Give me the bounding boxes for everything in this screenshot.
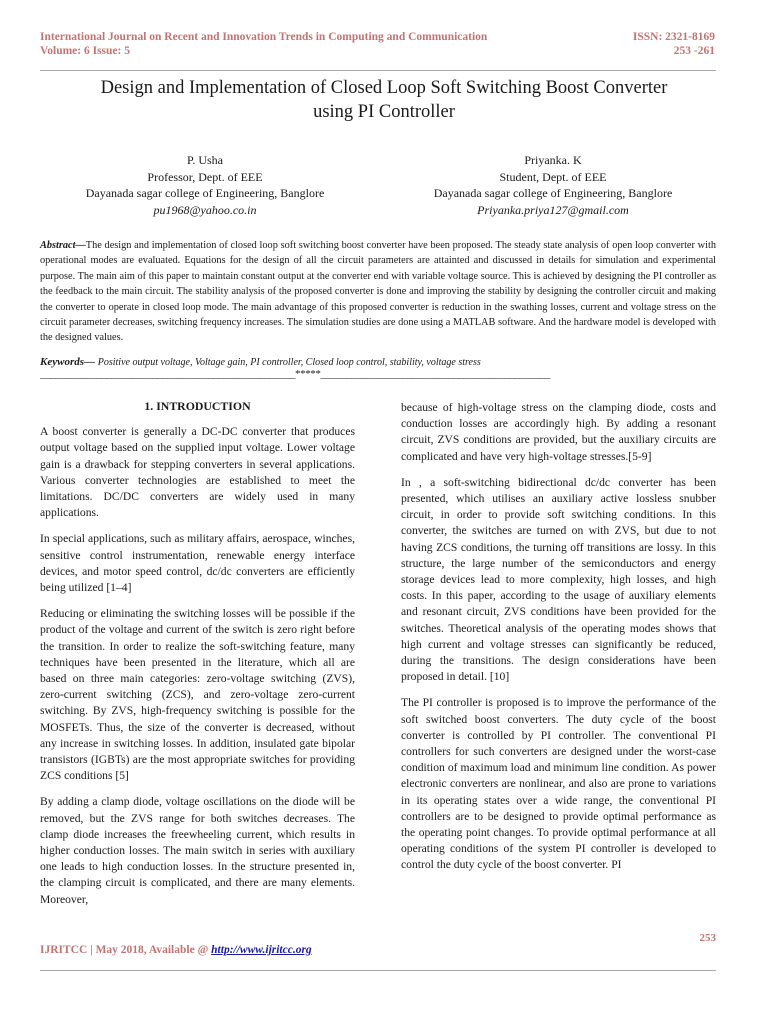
- paper-title: [40, 76, 728, 124]
- footer: [40, 944, 312, 956]
- author-role: Student, Dept. of EEE: [499, 169, 607, 184]
- abstract-text: The design and implementation of closed loop soft switching boost converter have been proposed. The steady state analysis of open loop converter with operational modes are evaluated. Equations for the design of all the circuit parameters are attainted and discussed in details for simulation and experimental purpose. The main aim of this paper to maintain constant output at the converter end with variable voltage source. This is achieved by designing the PI controller as the feedback to the main circuit. The stability analysis of the proposed converter is done and improving the stability by designing the controller circuit and making the converter to operate in closed loop mode. The main advantage of this proposed converter is reduction in the swathing losses, current and voltage stress on the circuit parameter decreases, switching frequency increases. The simulation studies are done using a MATLAB software. And the hardware model is developed with the designed values.: [40, 240, 716, 344]
- title-line-1: Design and Implementation of Closed Loop Soft Switching Boost Converter: [100, 78, 668, 98]
- paragraph: The PI controller is proposed is to improve the performance of the soft switched boost converters. The duty cycle of the boost converter is controlled by PI controller. The conventional PI controllers for such converters are designed under the worst-case condition of maximum load and minimum line condition. As power electronic converters are nonlinear, and also are prone to variations in its operating states over a wide range, the conventional PI controllers are to be designed to provide optimal performance as the operating point changes. To provide optimal performance at all operating conditions of the system PI controller is developed to control the duty cycle of the boost converter. PI: [401, 696, 716, 872]
- abstract-label: Abstract: [40, 240, 76, 251]
- author-affiliation: Dayanada sagar college of Engineering, Banglore: [433, 186, 673, 200]
- paragraph: In , a soft-switching bidirectional dc/dc converter has been presented, which utilises an auxiliary active lossless snubber circuit, in order to provide soft switching conditions. In this converter, the switches are turned on with ZVS, but due to not having ZCS conditions, the turning off transitions are lossy. In this structure, the large number of the semiconductors and energy storage devices lead to more complexity, high losses, and high costs. In this paper, according to the usage of auxiliary elements and resonant circuit, ZVS conditions have been provided for the switches. Theoretical analysis of the operating modes shows that high current and voltage stresses can significantly be reduced, during the transitions. The design considerations have been proposed in detail. [10]: [401, 475, 716, 684]
- paragraph: By adding a clamp diode, voltage oscillations on the diode will be removed, but the ZVS range for both switches decreases. The clamp diode increases the freewheeling current, which results in higher conduction losses. The main switch in series with auxiliary one leads to high conduction losses. In the structure presented in, the clamping circuit is complicated, and there are many elements. Moreover,: [40, 795, 355, 906]
- author-affiliation: Dayanada sagar college of Engineering, Banglore: [85, 186, 325, 200]
- section-separator: __________________________________________________*****_____________________________________________: [40, 368, 551, 380]
- issn: ISSN: 2321-8169: [632, 31, 715, 43]
- section-heading: 1. INTRODUCTION: [144, 399, 251, 413]
- keywords-label: Keywords: [40, 356, 84, 368]
- title-line-2: using PI Controller: [313, 102, 455, 122]
- author-name: P. Usha: [186, 153, 223, 167]
- author-name: Priyanka. K: [524, 153, 582, 167]
- paragraph: In special applications, such as military affairs, aerospace, winches, sensitive control instrumentation, renewable energy interface devices, and motor speed control, dc/dc converters are efficiently being utilized [1–4]: [40, 532, 355, 595]
- left-column: [40, 398, 355, 918]
- header-left: [40, 30, 487, 58]
- paragraph: because of high-voltage stress on the clamping diode, costs and conduction losses are accordingly high. By adding a resonant circuit, ZVS conditions are provided, but the auxiliary circuits are complicated and have very high-voltage stresses.[5-9]: [401, 401, 716, 463]
- author-block-2: [398, 152, 708, 218]
- header-right: [633, 30, 715, 58]
- keywords-text: Positive output voltage, Voltage gain, PI controller, Closed loop control, stability, voltage stress: [97, 357, 481, 368]
- journal-link[interactable]: http://www.ijritcc.org: [211, 944, 312, 956]
- author-role: Professor, Dept. of EEE: [147, 169, 263, 184]
- volume-issue: Volume: 6 Issue: 5: [40, 45, 130, 57]
- page-range: 253 -261: [673, 45, 715, 57]
- paragraph: A boost converter is generally a DC-DC converter that produces output voltage based on the supplied input voltage. Lower voltage gain is a drawback for stepping converters in several applications. Various converter technologies are established to meet the limitations. DC/DC converters are widely used in many applications.: [40, 425, 355, 520]
- author-email[interactable]: Priyanka.priya127@gmail.com: [477, 202, 629, 217]
- page-number: 253: [699, 932, 716, 944]
- footer-rule: [40, 970, 716, 971]
- author-block-1: [40, 152, 370, 218]
- author-email[interactable]: pu1968@yahoo.co.in: [153, 202, 257, 217]
- keywords: Keywords— Positive output voltage, Voltage gain, PI controller, Closed loop control, stability, voltage stress: [40, 356, 481, 368]
- footer-text: IJRITCC | May 2018, Available @: [40, 944, 212, 956]
- header-rule: [40, 70, 716, 71]
- right-column: [401, 400, 716, 884]
- paragraph: Reducing or eliminating the switching losses will be possible if the product of the voltage and current of the switch is zero right before the transition. In order to realize the soft-switching feature, many techniques have been presented in the literature, which all are based on three main categories: zero-voltage switching (ZVS), zero-current switching (ZCS), and zero-voltage zero-current switching. By ZVS, high-frequency switching is possible for the MOSFETs. Thus, the size of the converter is decreased, without any increase in switching losses. In addition, insulated gate bipolar transistors (IGBTs) are the most appropriate switches for providing ZCS conditions [5]: [40, 607, 355, 783]
- abstract: Abstract—The design and implementation of closed loop soft switching boost converter have been proposed. The steady state analysis of open loop converter with operational modes are evaluated. Equations for the design of all the circuit parameters are attainted and discussed in details for simulation and experimental purpose. The main aim of this paper to maintain constant output at the converter end with variable voltage source. This is achieved by designing the PI controller as the feedback to the main circuit. The stability analysis of the proposed converter is done and improving the stability by designing the controller circuit and making the converter to operate in closed loop mode. The main advantage of this proposed converter is reduction in the swathing losses, current and voltage stress on the circuit parameter decreases, switching frequency increases. The simulation studies are done using a MATLAB software. And the hardware model is developed with the designed values.: [40, 240, 716, 344]
- journal-name: International Journal on Recent and Innovation Trends in Computing and Communication: [40, 31, 488, 43]
